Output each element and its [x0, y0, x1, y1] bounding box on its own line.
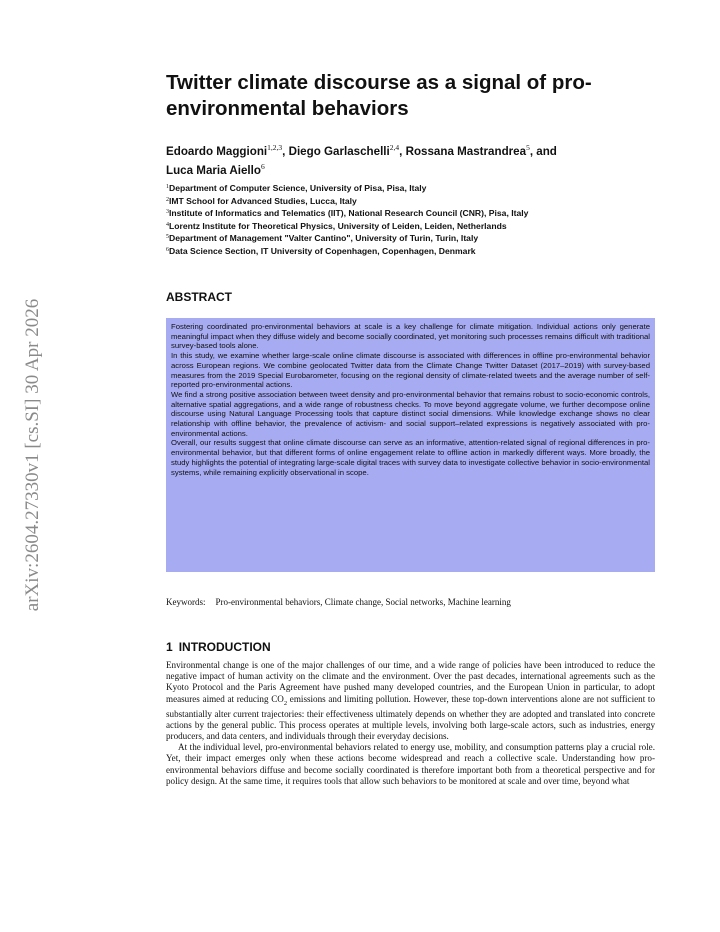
- abstract-paragraph: Fostering coordinated pro-environmental behaviors at scale is a key challenge for climate mitigation. Individual actions only generate meaningful impact when they diffuse widely and become socially coordinated, yet monitoring such processes remains difficult with traditional survey-based tools alone.: [171, 322, 650, 351]
- affiliation-text: IMT School for Advanced Studies, Lucca, Italy: [169, 195, 357, 206]
- section-title: INTRODUCTION: [178, 640, 271, 654]
- affiliation-mark: 6: [166, 246, 169, 253]
- affiliation-text: Department of Computer Science, University of Pisa, Pisa, Italy: [169, 183, 427, 193]
- body-text: emissions and limiting pollution. However, these top-down interventions alone are not sufficient to substantially alter current trajectories: their effectiveness ultimately depends on whether they are adopted and translated into concrete actions by the general public. This process operates at multiple levels, involving both large-scale actors, such as industries, energy producers, and data centers, and individuals through their everyday decisions.: [166, 693, 655, 742]
- author-affiliation-mark: 1,2,3: [267, 143, 283, 152]
- section-number: 1: [166, 640, 173, 654]
- affiliation-text: Institute of Informatics and Telematics (IIT), National Research Council (CNR), Pisa, Italy: [169, 208, 529, 219]
- section-body: [166, 660, 655, 787]
- keywords-label: Keywords:: [166, 597, 206, 607]
- author-list: [166, 140, 655, 178]
- author-name: Rossana Mastrandrea: [405, 144, 527, 158]
- arxiv-identifier: [8, 270, 58, 640]
- affiliation-mark: 2: [166, 196, 169, 203]
- abstract-heading: ABSTRACT: [166, 290, 232, 304]
- affiliation: [166, 182, 658, 195]
- affiliation-mark: 5: [166, 234, 169, 241]
- author-affiliation-mark: 5: [526, 143, 530, 152]
- affiliation-mark: 1: [166, 184, 169, 190]
- author-separator: , and: [529, 144, 557, 158]
- author-separator: ,: [282, 144, 289, 158]
- keywords-line: [166, 597, 655, 607]
- body-text: Environmental change is one of the major challenges of our time, and a wide range of policies have been introduced to reduce the negative impact of human activity on the climate and the environment. Over the past decades, international agreements such as the Kyoto Protocol and the Paris Agreement have pushed many developed countries, and the European Union in particular, to adopt measures aimed at reducing CO: [166, 660, 655, 704]
- subscript: 2: [283, 699, 288, 707]
- author-separator: ,: [399, 144, 406, 158]
- abstract-paragraph: In this study, we examine whether large-scale online climate discourse is associated with differences in offline pro-environmental behavior across European regions. We combine geolocated Twitter data from the Climate Change Twitter Dataset (2017–2019) with survey-based measures from the 2019 Special Eurobarometer, focusing on the regional density of climate-related tweets and the average number of self-reported pro-environmental actions.: [171, 351, 650, 390]
- affiliation-list: [166, 182, 658, 258]
- affiliation: [166, 220, 658, 233]
- abstract-box: [166, 318, 655, 572]
- author-affiliation-mark: 6: [260, 161, 265, 171]
- paper-title: Twitter climate discourse as a signal of pro-environmental behaviors: [166, 71, 592, 120]
- author-name: Edoardo Maggioni: [166, 144, 268, 158]
- arxiv-identifier-text: arXiv:2604.27330v1 [cs.SI] 30 Apr 2026: [22, 298, 44, 612]
- affiliation: [166, 195, 658, 208]
- affiliation-text: Lorentz Institute for Theoretical Physics, University of Leiden, Leiden, Netherlands: [169, 220, 507, 231]
- body-paragraph: At the individual level, pro-environmental behaviors related to energy use, mobility, and consumption patterns play a crucial role. Yet, their impact emerges only when these actions become widespread and reach a collective scale. Understanding how pro-environmental behaviors diffuse and become socially coordinated is therefore important both from a theoretical perspective and for policy design. At the same time, it requires tools that allow such behaviors to be monitored at scale and over time, beyond what: [166, 742, 655, 786]
- affiliation: [166, 232, 658, 245]
- author-name: Luca Maria Aiello: [166, 163, 261, 177]
- abstract-paragraph: Overall, our results suggest that online climate discourse can serve as an informative, attention-related signal of regional differences in pro-environmental behavior, but that different forms of online engagement relate to offline action in markedly different ways. More broadly, the study highlights the potential of integrating large-scale digital traces with survey data to investigate collective behavior in socio-environmental systems, while remaining explicitly observational in scope.: [171, 438, 650, 477]
- abstract-paragraph: We find a strong positive association between tweet density and pro-environmental behavior that remains robust to socio-economic controls, alternative spatial aggregations, and a wide range of robustness checks. To move beyond aggregate volume, we further decompose online discourse using Natural Language Processing tools that capture distinct social dimensions. While knowledge exchange shows no clear relationship with offline behavior, the prevalence of activism- and social support–related expressions is negatively associated with pro-environmental actions.: [171, 389, 650, 438]
- body-paragraph: [166, 660, 655, 742]
- affiliation-text: Data Science Section, IT University of Copenhagen, Copenhagen, Denmark: [169, 245, 476, 256]
- affiliation: [166, 245, 658, 258]
- section-heading: [166, 640, 271, 654]
- affiliation-text: Department of Management "Valter Cantino", University of Turin, Turin, Italy: [169, 233, 479, 244]
- author-name: Diego Garlaschelli: [288, 144, 390, 158]
- author-affiliation-mark: 2,4: [389, 143, 400, 152]
- affiliation: [166, 207, 658, 220]
- affiliation-mark: 4: [166, 221, 169, 228]
- keywords-text: Pro-environmental behaviors, Climate change, Social networks, Machine learning: [215, 597, 511, 607]
- affiliation-mark: 3: [166, 209, 169, 216]
